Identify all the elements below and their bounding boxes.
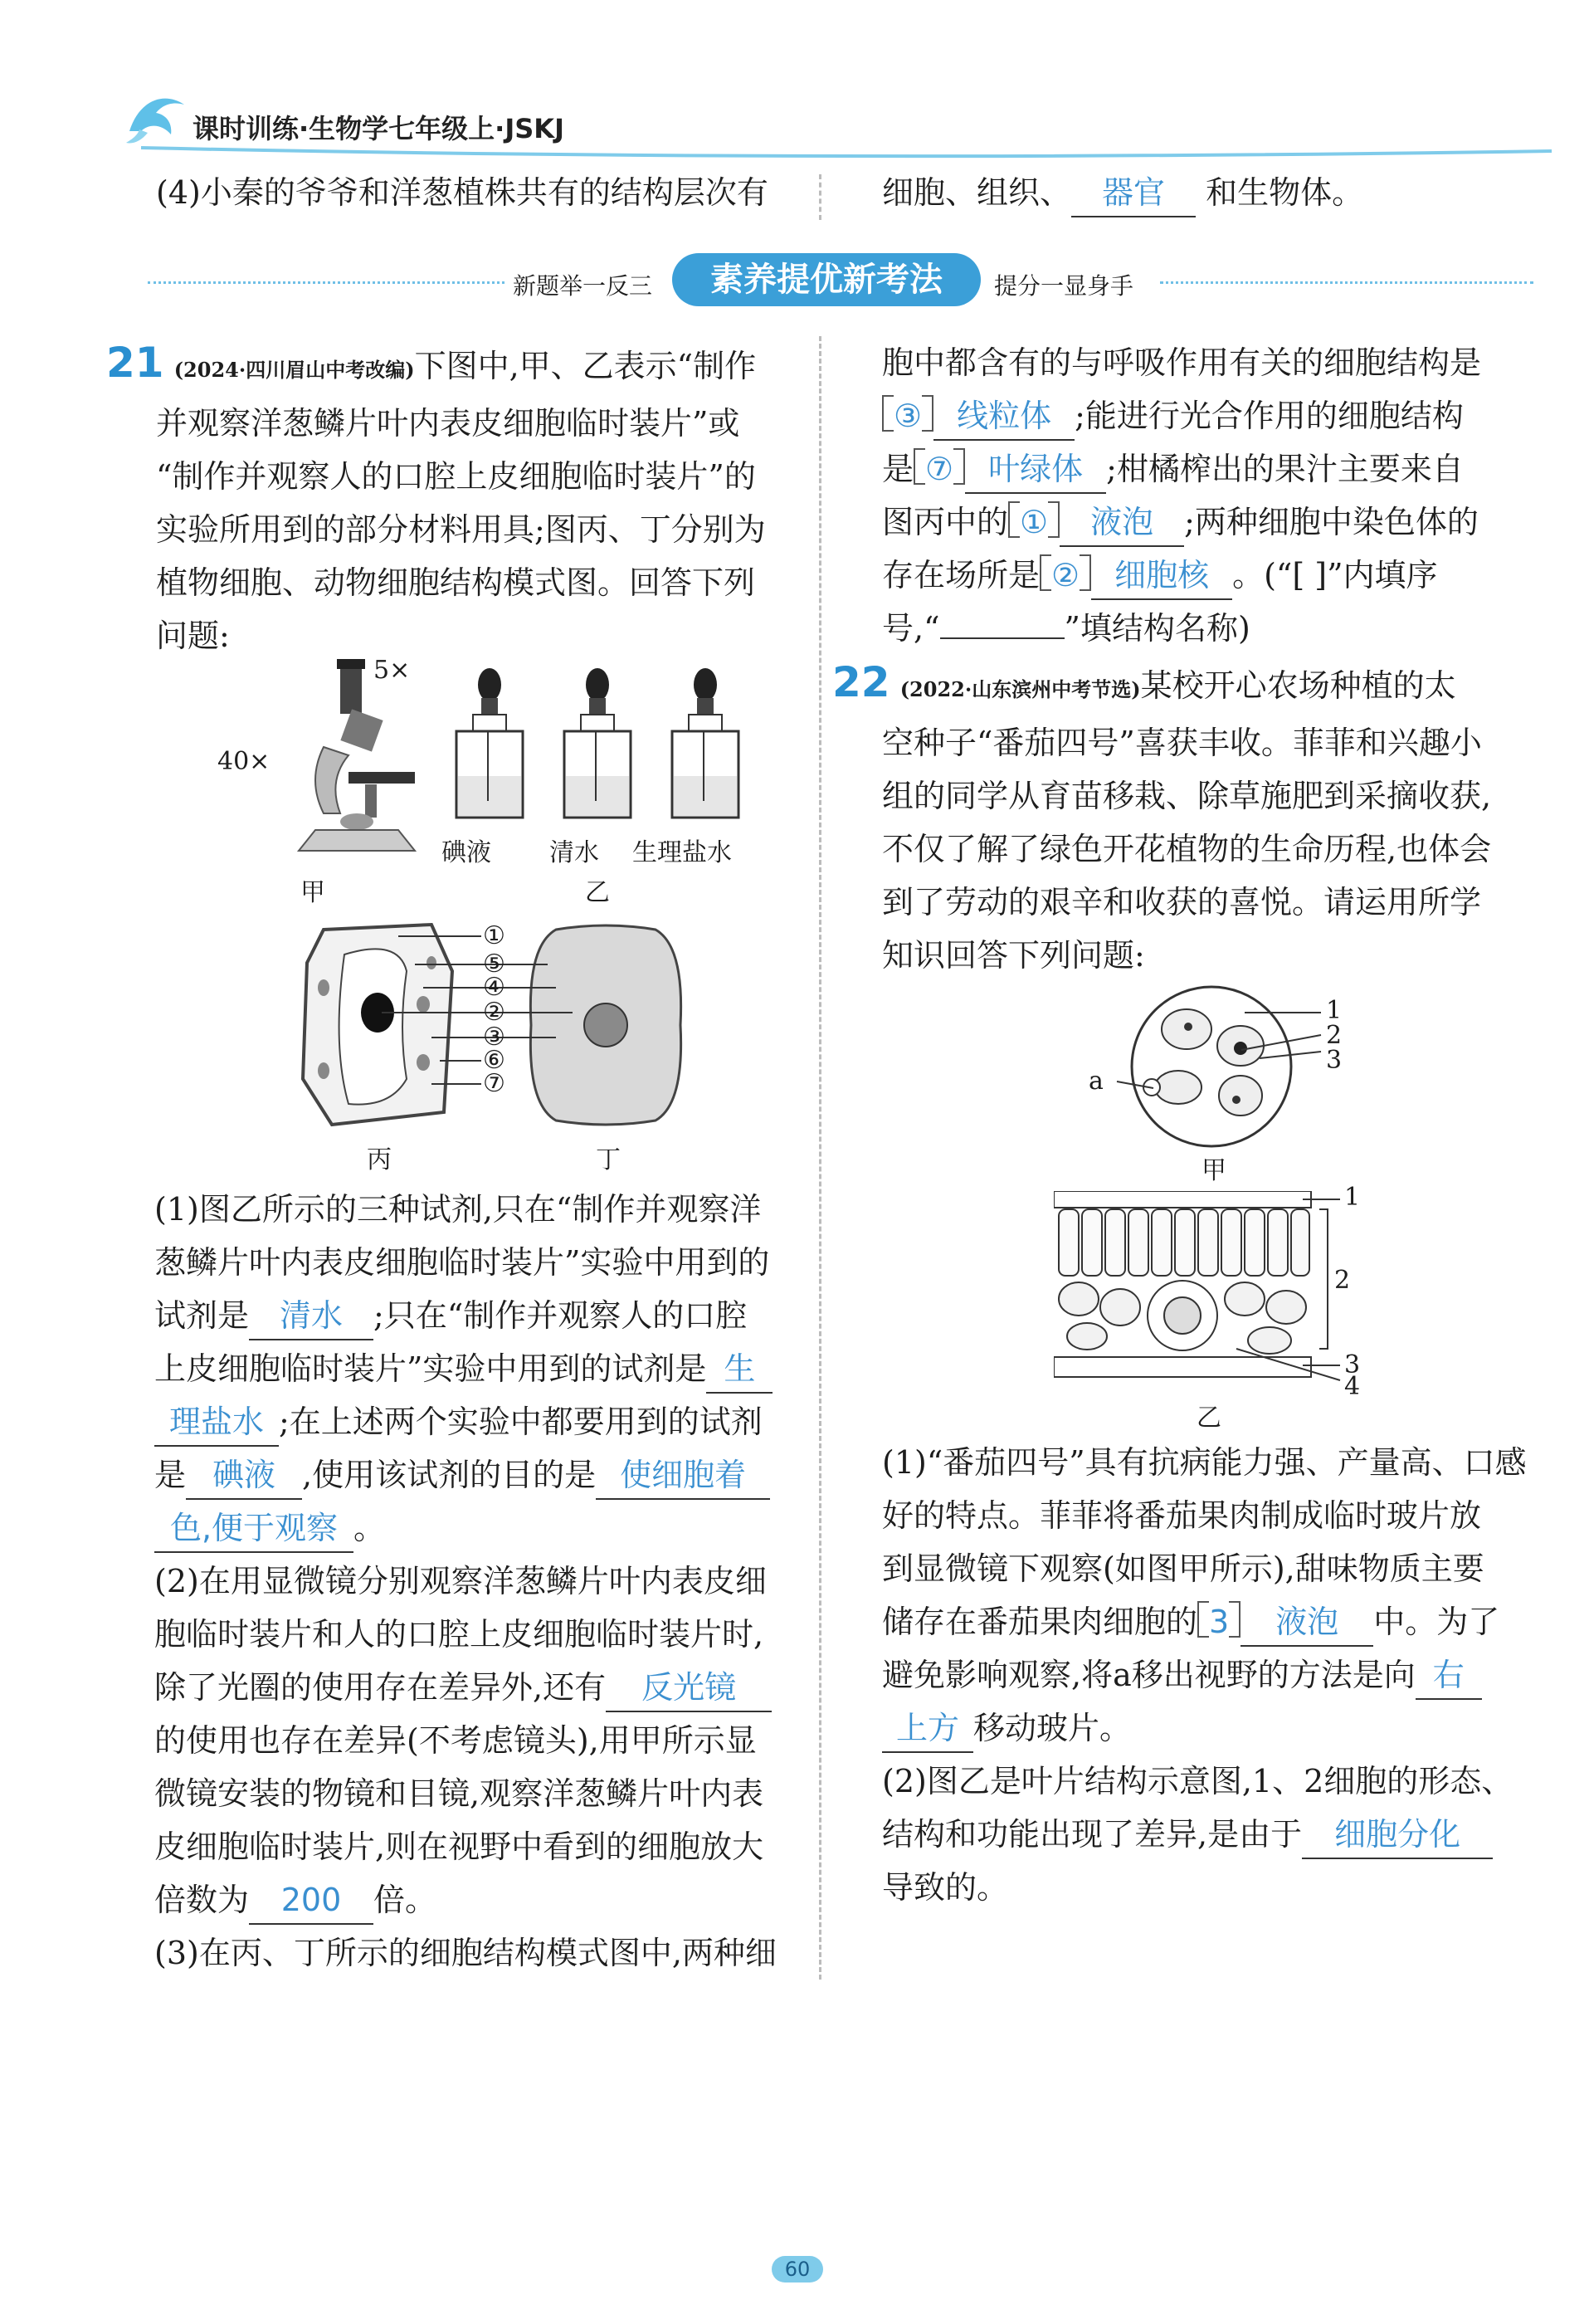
- fig-label-jia-22: 甲: [1201, 1156, 1226, 1185]
- q21-p3-right-line3: 是 ⑦ 叶绿体 ;柑橘榨出的果汁主要来自: [882, 442, 1546, 496]
- q21-p3-right-line2: ③ 线粒体 ;能进行光合作用的细胞结构: [882, 389, 1546, 442]
- answer-blank: 上方: [882, 1705, 973, 1753]
- answer-blank: 使细胞着: [596, 1452, 770, 1500]
- q21-stem-line3: “制作并观察人的口腔上皮细胞临时装片”的: [156, 458, 756, 495]
- q21-parts-left: [154, 1183, 810, 1980]
- bottle-label-water: 清水: [549, 838, 599, 867]
- header: [0, 0, 1589, 166]
- field-label-1: 1: [1326, 996, 1343, 1025]
- microscope-icon: [290, 656, 431, 863]
- answer-blank: 液泡: [1060, 499, 1184, 547]
- answer-blank: 生: [706, 1345, 773, 1394]
- answer-blank: 反光镜: [606, 1664, 772, 1712]
- q22-p1-line1: (1)“番茄四号”具有抗病能力强、产量高、口感: [882, 1444, 1527, 1481]
- answer-blank: 液泡: [1240, 1599, 1373, 1647]
- answer-blank: 200: [249, 1877, 373, 1925]
- bottle-label-iodine: 碘液: [441, 838, 491, 867]
- q21-p2-line4: 的使用也存在差异(不考虑镜头),用甲所示显: [154, 1722, 757, 1759]
- q22-figure-jia: [1079, 984, 1361, 1183]
- q21-p1-line1: (1)图乙所示的三种试剂,只在“制作并观察洋: [154, 1191, 762, 1228]
- banner-title: 素养提优新考法: [672, 253, 981, 306]
- q22-stem-line5: 到了劳动的艰辛和收获的喜悦。请运用所学: [882, 884, 1482, 920]
- q21-p3-right-line5: 存在场所是 ② 细胞核 。(“[ ]”内填序: [882, 549, 1546, 602]
- cell-label-1: ①: [483, 921, 505, 950]
- q21-stem-line2: 并观察洋葱鳞片叶内表皮细胞临时装片”或: [156, 405, 740, 442]
- q22-number: 22: [832, 658, 890, 706]
- answer-blank: 碘液: [186, 1452, 302, 1500]
- banner-right-text: 提分一显身手: [994, 272, 1134, 300]
- fig-label-jia: 甲: [300, 878, 325, 907]
- q21-p3-right-line6: 号,“ ”填结构名称): [882, 610, 1250, 647]
- q21-stem-line1: 21 (2024·四川眉山中考改编)下图中,甲、乙表示“制作: [106, 339, 757, 387]
- q21-source: (2024·四川眉山中考改编): [173, 358, 415, 382]
- column-divider-top: [819, 174, 821, 220]
- section-banner: [148, 253, 1533, 311]
- q21-p2-line6: 皮细胞临时装片,则在视野中看到的细胞放大: [154, 1828, 764, 1865]
- leaf-label-2: 2: [1334, 1266, 1351, 1295]
- banner-line-left: [148, 281, 504, 284]
- answer-blank: 器官: [1071, 169, 1196, 217]
- q21-p2-line2: 胞临时装片和人的口腔上皮细胞临时装片时,: [154, 1616, 764, 1653]
- top-right-line: 细胞、组织、 器官 和生物体。: [882, 166, 1363, 219]
- answer-blank: 清水: [249, 1292, 373, 1340]
- q21-figure-jia-yi: [207, 656, 772, 913]
- q21-p3-right-line1: 胞中都含有的与呼吸作用有关的细胞结构是: [882, 344, 1482, 381]
- eyepiece-label: 5×: [373, 656, 411, 685]
- header-title: 课时训练·生物学七年级上·JSKJ: [193, 113, 564, 144]
- q22-figure-yi: [1054, 1183, 1402, 1440]
- q21-stem-line5: 植物细胞、动物细胞结构模式图。回答下列: [156, 564, 756, 601]
- header-swoosh: [141, 139, 1552, 164]
- q21-p1-line6: 是 碘液 ,使用该试剂的目的是 使细胞着: [154, 1448, 810, 1501]
- leaf-label-3: 3: [1344, 1350, 1361, 1379]
- q22-p1-line4: 储存在番茄果肉细胞的 3 液泡 中。为了: [882, 1595, 1546, 1648]
- objective-label: 40×: [217, 747, 271, 776]
- banner-left-text: 新题举一反三: [513, 272, 653, 300]
- q22-p2-line1: (2)图乙是叶片结构示意图,1、2细胞的形态、: [882, 1763, 1513, 1799]
- q21-p2-line5: 微镜安装的物镜和目镜,观察洋葱鳞片叶内表: [154, 1775, 764, 1812]
- cell-label-2: ②: [483, 998, 505, 1027]
- q21-p3-line1: (3)在丙、丁所示的细胞结构模式图中,两种细: [154, 1935, 777, 1971]
- q22-stem-line4: 不仅了解了绿色开花植物的生命历程,也体会: [882, 831, 1492, 867]
- cell-label-6: ⑥: [483, 1046, 505, 1075]
- q21-p1-line3: 试剂是 清水 ;只在“制作并观察人的口腔: [154, 1289, 810, 1342]
- cell-label-7: ⑦: [483, 1069, 505, 1098]
- q21-p2-line7: 倍数为 200 倍。: [154, 1873, 810, 1926]
- q22-p2-line2: 结构和功能出现了差异,是由于 细胞分化: [882, 1808, 1546, 1861]
- question-21: [106, 336, 812, 662]
- q21-p3-right-line4: 图丙中的 ① 液泡 ;两种细胞中染色体的: [882, 496, 1546, 549]
- field-leader-lines: [1079, 984, 1361, 1150]
- fig-label-bing: 丙: [367, 1145, 392, 1174]
- leaf-label-1: 1: [1344, 1183, 1361, 1212]
- q21-stem-line4: 实验所用到的部分材料用具;图丙、丁分别为: [156, 511, 766, 548]
- q22-stem-line3: 组的同学从育苗移栽、除草施肥到采摘收获,: [882, 778, 1492, 814]
- q21-number: 21: [106, 339, 164, 387]
- q22-stem-line1: 22 (2022·山东滨州中考节选)某校开心农场种植的太: [832, 658, 1456, 706]
- column-divider: [819, 336, 821, 1980]
- q21-p1-line4: 上皮细胞临时装片”实验中用到的试剂是 生: [154, 1342, 810, 1395]
- answer-blank: 色,便于观察: [154, 1505, 353, 1553]
- page-number: 60: [772, 2256, 823, 2282]
- q21-p2-line3: 除了光圈的使用存在差异外,还有 反光镜: [154, 1661, 810, 1714]
- fig-label-yi: 乙: [585, 878, 610, 907]
- q21-parts-right: [882, 336, 1546, 655]
- q22-source: (2022·山东滨州中考节选): [899, 677, 1141, 701]
- field-label-a: a: [1089, 1067, 1104, 1096]
- q21-p1-line7: 色,便于观察 。: [154, 1501, 810, 1555]
- q22-p1-line5: 避免影响观察,将a移出视野的方法是向 右: [882, 1648, 1546, 1702]
- answer-blank: 右: [1416, 1652, 1482, 1700]
- fig-label-yi-22: 乙: [1197, 1404, 1221, 1433]
- q22-p1-line6: 上方 移动玻片。: [882, 1702, 1546, 1755]
- top-left-q4: (4)小秦的爷爷和洋葱植株共有的结构层次有: [156, 174, 768, 211]
- answer-blank: 细胞分化: [1302, 1811, 1493, 1859]
- q21-p1-line2: 葱鳞片叶内表皮细胞临时装片”实验中用到的: [154, 1244, 770, 1281]
- q22-p1-line2: 好的特点。菲菲将番茄果肉制成临时玻片放: [882, 1497, 1482, 1534]
- fig-label-ding: 丁: [596, 1145, 621, 1174]
- q21-p1-line5: 理盐水 ;在上述两个实验中都要用到的试剂: [154, 1395, 810, 1448]
- banner-line-right: [1160, 281, 1533, 284]
- field-label-3: 3: [1326, 1046, 1343, 1075]
- dropper-bottles-icon: [440, 668, 755, 834]
- q22-stem-line6: 知识回答下列问题:: [882, 937, 1145, 974]
- answer-blank: 线粒体: [933, 393, 1075, 441]
- q21-stem-line6: 问题:: [156, 618, 230, 654]
- bottle-label-saline: 生理盐水: [632, 838, 732, 867]
- q22-p1-line3: 到显微镜下观察(如图甲所示),甜味物质主要: [882, 1550, 1484, 1587]
- cell-label-5: ⑤: [483, 950, 505, 979]
- leaf-label-4: 4: [1344, 1372, 1361, 1401]
- answer-blank: 理盐水: [154, 1399, 279, 1447]
- q22-stem-line2: 空种子“番茄四号”喜获丰收。菲菲和兴趣小: [882, 725, 1482, 761]
- cell-label-4: ④: [483, 973, 505, 1002]
- question-22: [832, 656, 1546, 982]
- q21-figure-bing-ding: [299, 921, 689, 1179]
- answer-blank: 叶绿体: [965, 446, 1106, 494]
- q21-p2-line1: (2)在用显微镜分别观察洋葱鳞片叶内表皮细: [154, 1563, 767, 1599]
- field-label-2: 2: [1326, 1021, 1343, 1050]
- cell-label-3: ③: [483, 1023, 505, 1052]
- q22-p2-line3: 导致的。: [882, 1869, 1009, 1906]
- answer-blank: 细胞核: [1091, 552, 1232, 600]
- q22-parts: [882, 1436, 1546, 1914]
